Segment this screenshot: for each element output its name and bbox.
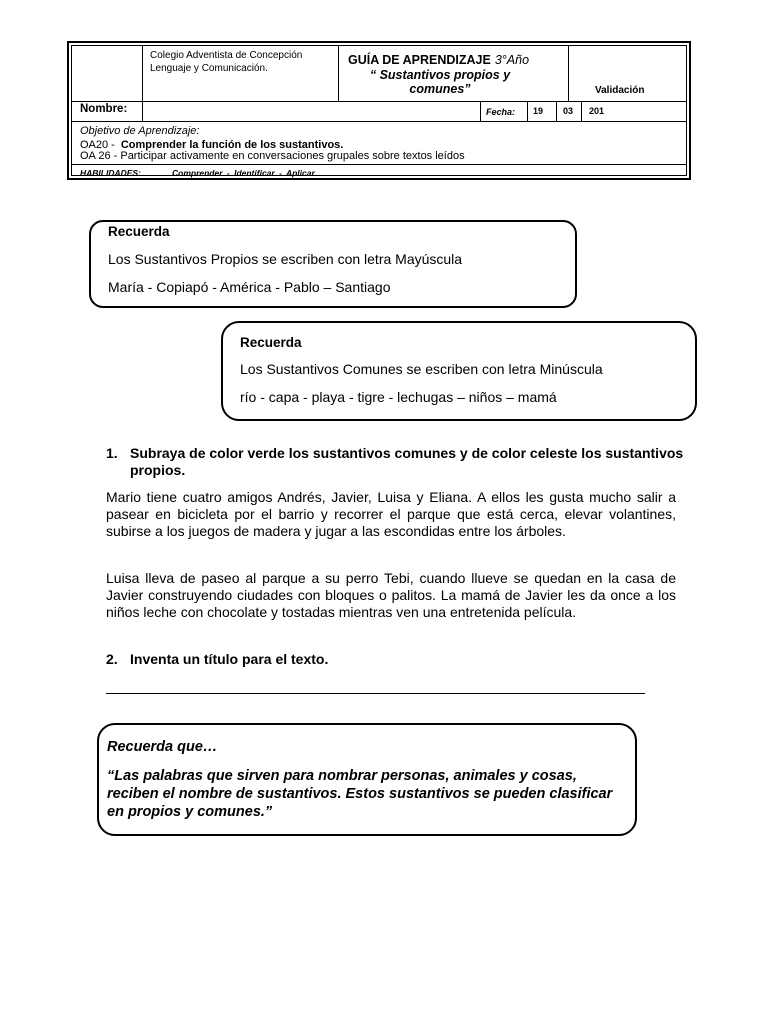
header-divider bbox=[338, 46, 339, 101]
header-inner-frame bbox=[71, 45, 687, 176]
answer-line[interactable] bbox=[106, 693, 645, 694]
header-divider bbox=[72, 121, 686, 122]
subject-name: Lenguaje y Comunicación. bbox=[150, 63, 268, 74]
reminder-box-common-nouns bbox=[221, 321, 697, 421]
date-year: 201 bbox=[589, 106, 605, 116]
header-divider bbox=[480, 101, 481, 121]
header-divider bbox=[72, 101, 686, 102]
header-divider bbox=[568, 46, 569, 101]
date-month: 03 bbox=[563, 106, 574, 116]
school-name: Colegio Adventista de Concepción bbox=[150, 50, 303, 61]
reminder-examples: río - capa - playa - tigre - lechugas – niños – mamá bbox=[240, 389, 557, 405]
guide-title bbox=[348, 53, 529, 67]
guide-subtitle: “ Sustantivos propios y comunes” bbox=[369, 68, 511, 96]
date-label: Fecha: bbox=[486, 107, 516, 117]
grade-label: 3°Año bbox=[494, 53, 530, 67]
story-paragraph-2: Luisa lleva de paseo al parque a su perro Tebi, cuando llueve se quedan en la casa de Javier construyendo ciudades con bloques o palitos. La mamá de Javier les da once a los niños leche con chocolate y tostadas mientras ven una entretenida película. bbox=[106, 570, 676, 620]
header-divider bbox=[527, 101, 528, 121]
skills-value: Comprender - Identificar - Aplicar bbox=[172, 168, 315, 178]
question-number: 2. bbox=[106, 651, 118, 667]
header-divider bbox=[142, 46, 143, 101]
story-paragraph-1: Mario tiene cuatro amigos Andrés, Javier, Luisa y Eliana. A ellos les gusta mucho salir a pasear en bicicleta por el barrio y recorrer el parque que está cerca, elevar volantines, subirse a los juegos de madera y jugar a las escondidas entre los árboles. bbox=[106, 489, 676, 539]
guide-title-text: GUÍA DE APRENDIZAJE bbox=[348, 53, 491, 67]
reminder-title: Recuerda que… bbox=[107, 739, 218, 755]
school-info bbox=[150, 49, 302, 75]
question-text: Subraya de color verde los sustantivos comunes y de color celeste los sustantivos propios. bbox=[130, 445, 684, 478]
oa20-text: Comprender la función de los sustantivos. bbox=[120, 139, 344, 151]
header-divider bbox=[556, 101, 557, 121]
name-label: Nombre: bbox=[80, 103, 128, 115]
objective-label: Objetivo de Aprendizaje: bbox=[80, 125, 200, 137]
question-text: Inventa un título para el texto. bbox=[130, 651, 329, 667]
header-divider bbox=[72, 164, 686, 165]
reminder-examples: María - Copiapó - América - Pablo – Santiago bbox=[108, 279, 391, 295]
reminder-title: Recuerda bbox=[108, 224, 170, 239]
reminder-box-proper-nouns bbox=[89, 220, 577, 308]
header-divider bbox=[581, 101, 582, 121]
date-day: 19 bbox=[533, 106, 544, 116]
reminder-rule: Los Sustantivos Comunes se escriben con letra Minúscula bbox=[240, 361, 603, 377]
reminder-title: Recuerda bbox=[240, 335, 302, 350]
reminder-rule: Los Sustantivos Propios se escriben con letra Mayúscula bbox=[108, 251, 463, 267]
reminder-definition: “Las palabras que sirven para nombrar personas, animales y cosas, reciben el nombre de sustantivos. Estos sustantivos se pueden clasificar en propios y comunes.” bbox=[107, 768, 613, 820]
question-number: 1. bbox=[106, 445, 118, 461]
header-divider bbox=[142, 101, 143, 121]
oa20-code: OA20 - bbox=[80, 139, 115, 151]
reminder-box-definition bbox=[97, 723, 637, 836]
header-table bbox=[67, 41, 691, 180]
skills-label: HABILIDADES: bbox=[80, 168, 141, 178]
validation-label: Validación bbox=[595, 85, 645, 96]
objective-oa26: OA 26 - Participar activamente en conversaciones grupales sobre textos leídos bbox=[80, 150, 465, 162]
